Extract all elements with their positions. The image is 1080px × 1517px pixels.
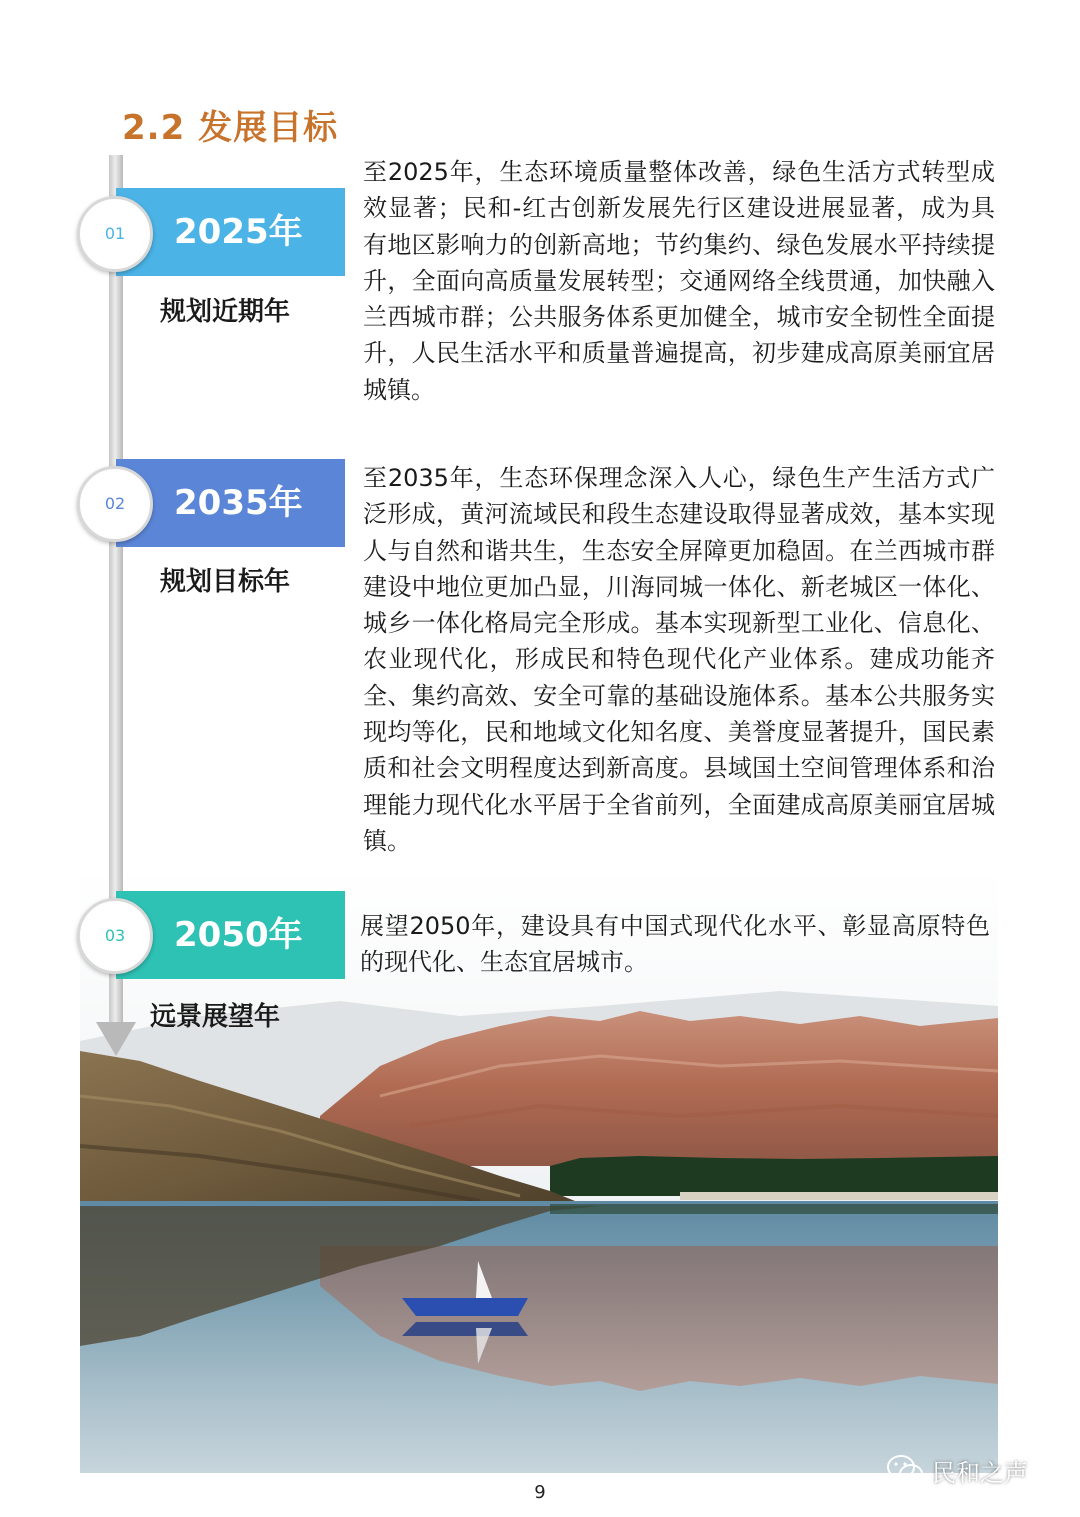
step-number: 01 — [104, 224, 126, 243]
watermark-text: 民和之声 — [932, 1458, 1028, 1487]
section-title: 2.2 发展目标 — [122, 108, 339, 148]
page-number: 9 — [534, 1482, 546, 1503]
goal-paragraph: 展望2050年，建设具有中国式现代化水平、彰显高原特色的现代化、生态宜居城市。 — [360, 912, 990, 977]
period-label: 规划近期年 — [160, 297, 291, 327]
goal-paragraph: 至2035年，生态环保理念深入人心，绿色生产生活方式广泛形成，黄河流域民和段生态建设取得显著成效，基本实现人与自然和谐共生，生态安全屏障更加稳固。在兰西城市群建设中地位更加凸显，川海同城一体化、新老城区一体化、城乡一体化格局完全形成。基本实现新型工业化、信息化、农业现代化，形成民和特色现代化产业体系。建成功能齐全、集约高效、安全可靠的基础设施体系。基本公共服务实现均等化，民和地域文化知名度、美誉度显著提升，国民素质和社会文明程度达到新高度。县域国土空间管理体系和治理能力现代化水平居于全省前列，全面建成高原美丽宜居城镇。 — [363, 464, 995, 855]
step-circle-03 — [77, 898, 153, 974]
step-circle-01 — [77, 196, 153, 272]
year-label: 2050年 — [174, 915, 303, 955]
period-label: 远景展望年 — [150, 1002, 281, 1032]
year-label: 2025年 — [174, 212, 303, 252]
timeline-arrow-icon — [96, 1022, 136, 1056]
period-label: 规划目标年 — [160, 567, 291, 597]
step-number: 03 — [104, 926, 126, 945]
step-circle-02 — [77, 466, 153, 542]
year-label: 2035年 — [174, 483, 303, 523]
goal-paragraph: 至2025年，生态环境质量整体改善，绿色生活方式转型成效显著；民和-红古创新发展先行区建设进展显著，成为具有地区影响力的创新高地；节约集约、绿色发展水平持续提升，全面向高质量发展转型；交通网络全线贯通，加快融入兰西城市群；公共服务体系更加健全，城市安全韧性全面提升，人民生活水平和质量普遍提高，初步建成高原美丽宜居城镇。 — [363, 158, 995, 404]
step-number: 02 — [104, 494, 126, 513]
